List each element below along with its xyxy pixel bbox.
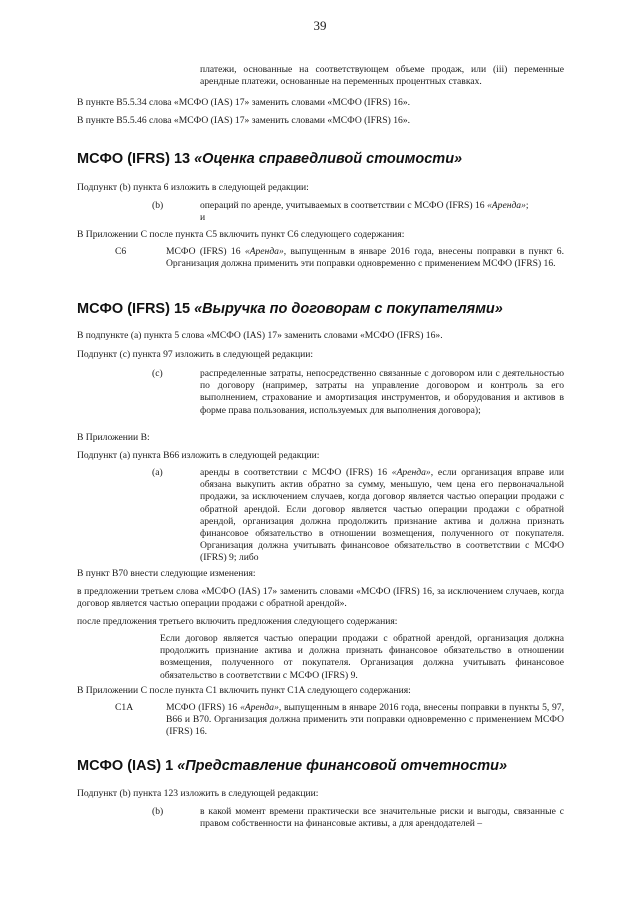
item-text-italic: «Аренда»: [244, 246, 284, 257]
item-text: в какой момент времени практически все значительные риски и выгоды, связанные с правом собственности на финансовые активы, а для арендодателей –: [200, 806, 564, 830]
paragraph-after-third: после предложения третьего включить предложения следующего содержания:: [77, 616, 398, 627]
paragraph-p97-intro: Подпункт (c) пункта 97 изложить в следующей редакции:: [77, 349, 314, 360]
section-heading-ifrs13: [77, 150, 462, 168]
item-label: (a): [152, 467, 163, 478]
item-text-part: МСФО (IFRS) 16: [166, 702, 238, 713]
item-text-italic: «Аренда»: [486, 200, 526, 211]
paragraph-intro: Подпункт (b) пункта 6 изложить в следующей редакции:: [77, 182, 309, 193]
item-text-italic: «Аренда»: [391, 467, 431, 478]
paragraph-b70-intro: В пункт B70 внести следующие изменения:: [77, 568, 256, 579]
item-label: C1A: [115, 702, 134, 713]
heading-code: МСФО (IFRS) 15: [77, 301, 191, 317]
item-text-italic: «Аренда»: [239, 702, 279, 713]
inserted-paragraph: Если договор является частью операции продажи с обратной арендой, организация должна продолжить признание актива и должна признать финансовое обязательство в отношении возмещения, полученного от покупателя. Организация должна учитывать финансовое обязательство в соответствии с МСФО (IFRS) 9.: [160, 633, 564, 681]
paragraph-b5534: В пункте B5.5.34 слова «МСФО (IAS) 17» заменить словами «МСФО (IFRS) 16».: [77, 97, 411, 108]
item-text-part: , выпущенным в январе 2016 года, внесены поправки в пункты 5, 97, B66 и B70. Организация должна применить эти поправки одновременно с применением МСФО (IFRS) 16.: [166, 702, 564, 738]
item-text-part: и: [200, 212, 206, 224]
item-text: распределенные затраты, непосредственно связанные с договором или с деятельностью по договору (например, затраты на управление договором и контроль за его выполнением, страхование и амортизация инструментов, и оборудования и активов в форме права пользования, используемых для выполнения договора);: [200, 368, 564, 416]
page-number: 39: [313, 18, 327, 33]
heading-code: МСФО (IFRS) 13: [77, 151, 191, 167]
paragraph-b70-change: в предложении третьем слова «МСФО (IAS) 17» заменить словами «МСФО (IFRS) 16, за исключением случаев, когда договор является частью операции продажи с обратной арендой».: [77, 586, 564, 610]
item-label: (c): [152, 368, 163, 379]
paragraph-b5546: В пункте B5.5.46 слова «МСФО (IAS) 17» заменить словами «МСФО (IFRS) 16».: [77, 115, 411, 126]
item-text-part: МСФО (IFRS) 16: [166, 246, 241, 257]
heading-title: «Выручка по договорам с покупателями»: [194, 301, 503, 317]
continuation-paragraph: платежи, основанные на соответствующем объеме продаж, или (iii) переменные арендные платежи, основанные на переменных процентных ставках.: [200, 64, 564, 88]
item-text-part: аренды в соответствии с МСФО (IFRS) 16: [200, 467, 388, 478]
heading-code: МСФО (IAS) 1: [77, 758, 174, 774]
item-label: C6: [115, 246, 127, 257]
item-text: [200, 467, 564, 565]
section-heading-ias1: [77, 757, 507, 775]
item-text-part: , выпущенным в январе 2016 года, внесены поправки в пункт 6. Организация должна применить эти поправки одновременно с применением МСФО (IFRS) 16.: [166, 246, 564, 270]
item-text: [166, 246, 564, 270]
paragraph-appendix-b: В Приложении B:: [77, 432, 150, 443]
item-label: (b): [152, 200, 164, 211]
item-text: [200, 200, 564, 224]
item-label: (b): [152, 806, 164, 817]
section-heading-ifrs15: [77, 300, 503, 318]
paragraph-appendix-c: В Приложении C после пункта C1 включить пункт C1A следующего содержания:: [77, 685, 411, 696]
paragraph-b66-intro: Подпункт (a) пункта B66 изложить в следующей редакции:: [77, 450, 320, 461]
heading-title: «Оценка справедливой стоимости»: [194, 151, 463, 167]
item-text-part: операций по аренде, учитываемых в соответствии с МСФО (IFRS) 16: [200, 200, 485, 211]
paragraph-p5: В подпункте (a) пункта 5 слова «МСФО (IAS) 17» заменить словами «МСФО (IFRS) 16».: [77, 330, 443, 341]
item-text-part: ;: [525, 200, 529, 211]
paragraph-appendix: В Приложении C после пункта C5 включить пункт C6 следующего содержания:: [77, 229, 405, 240]
item-text-part: , если организация вправе или обязана выкупить актив обратно за сумму, меньшую, чем цена его первоначальной продажи, за исключением случаев, когда договор является частью операции продажи с обратной арендой. Если договор является частью операции продажи с обратной арендой, организация должна продолжить признание актива и должна признать финансовое обязательство в отношении возмещения, полученного от покупателя. Организация должна учитывать финансовое обязательство в соответствии с МСФО (IFRS) 9; либо: [200, 467, 565, 564]
item-text: [166, 702, 564, 739]
paragraph-intro: Подпункт (b) пункта 123 изложить в следующей редакции:: [77, 788, 319, 799]
heading-title: «Представление финансовой отчетности»: [177, 758, 508, 774]
